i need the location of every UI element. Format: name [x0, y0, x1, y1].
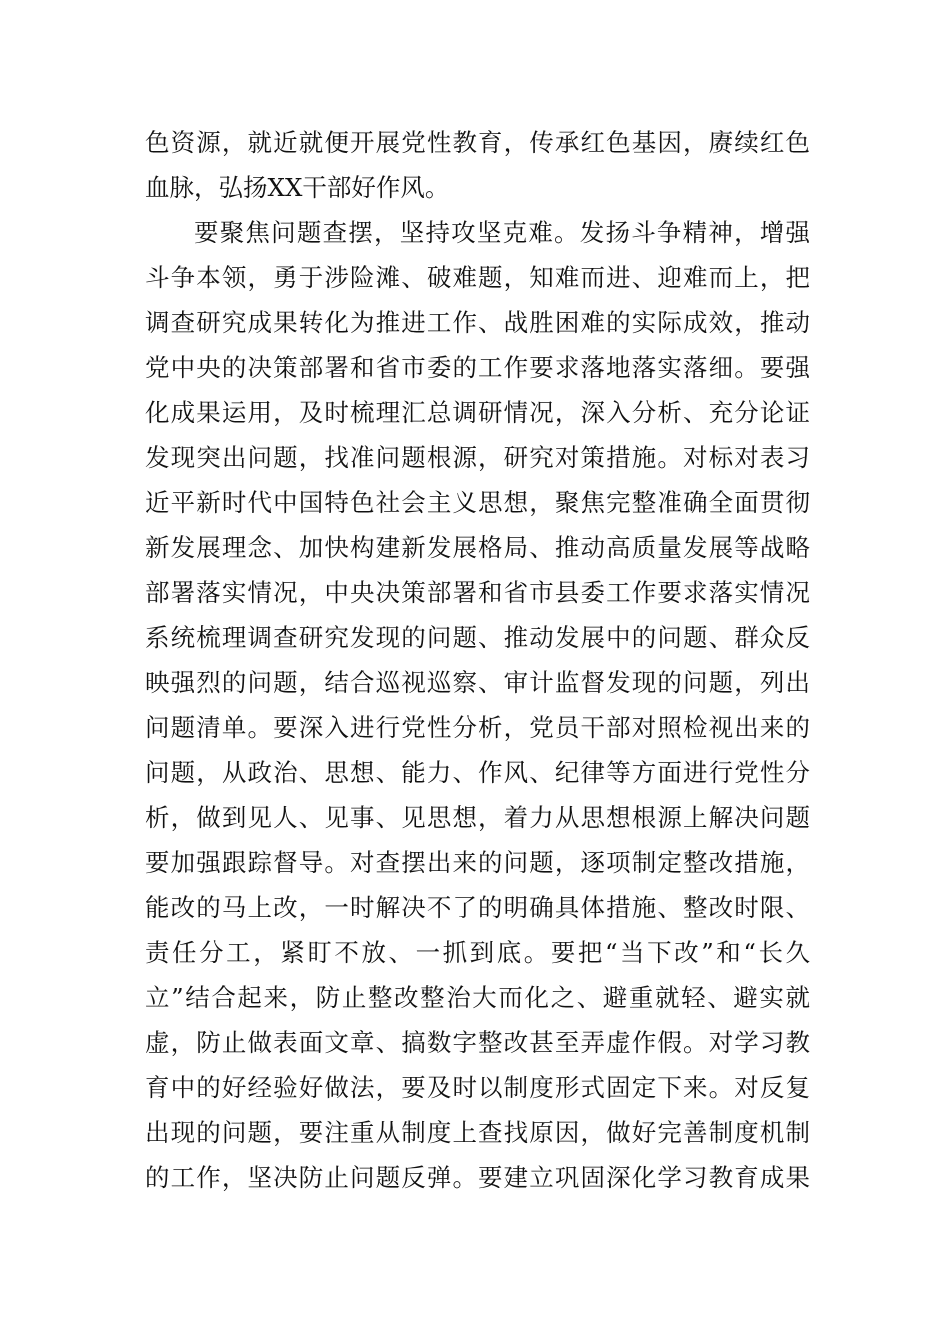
text-line: 近平新时代中国特色社会主义思想，聚焦完整准确全面贯彻 — [145, 488, 810, 517]
paragraph-2 — [145, 210, 810, 1200]
text-line: 育中的好经验好做法，要及时以制度形式固定下来。对反复 — [145, 1073, 810, 1102]
text-line: 虚，防止做表面文章、搞数字整改甚至弄虚作假。对学习教 — [145, 1028, 810, 1057]
text-line: 能改的马上改，一时解决不了的明确具体措施、整改时限、 — [145, 893, 810, 922]
text-line: 化成果运用，及时梳理汇总调研情况，深入分析、充分论证 — [145, 398, 810, 427]
text-line: 党中央的决策部署和省市委的工作要求落地落实落细。要强 — [145, 353, 810, 382]
text-line: 血脉，弘扬XX干部好作风。 — [145, 173, 450, 202]
text-line: 斗争本领，勇于涉险滩、破难题，知难而进、迎难而上，把 — [145, 263, 810, 292]
text-line: 要加强跟踪督导。对查摆出来的问题，逐项制定整改措施， — [145, 848, 810, 877]
text-line: 问题清单。要深入进行党性分析，党员干部对照检视出来的 — [145, 713, 810, 742]
text-line: 的工作，坚决防止问题反弹。要建立巩固深化学习教育成果 — [145, 1163, 810, 1192]
text-line: 系统梳理调查研究发现的问题、推动发展中的问题、群众反 — [145, 623, 810, 652]
text-line: 析，做到见人、见事、见思想，着力从思想根源上解决问题 — [145, 803, 810, 832]
paragraph-1 — [145, 120, 810, 210]
text-line: 立”结合起来，防止整改整治大而化之、避重就轻、避实就 — [145, 983, 810, 1012]
text-line: 调查研究成果转化为推进工作、战胜困难的实际成效，推动 — [145, 308, 810, 337]
text-line: 映强烈的问题，结合巡视巡察、审计监督发现的问题，列出 — [145, 668, 810, 697]
text-line: 新发展理念、加快构建新发展格局、推动高质量发展等战略 — [145, 533, 810, 562]
text-line: 要聚焦问题查摆，坚持攻坚克难。发扬斗争精神，增强 — [194, 218, 810, 247]
text-line: 责任分工，紧盯不放、一抓到底。要把“当下改”和“长久 — [145, 938, 810, 967]
text-line: 问题，从政治、思想、能力、作风、纪律等方面进行党性分 — [145, 758, 810, 787]
text-line: 色资源，就近就便开展党性教育，传承红色基因，赓续红色 — [145, 128, 810, 157]
text-line: 发现突出问题，找准问题根源，研究对策措施。对标对表习 — [145, 443, 810, 472]
text-line: 出现的问题，要注重从制度上查找原因，做好完善制度机制 — [145, 1118, 810, 1147]
text-line: 部署落实情况，中央决策部署和省市县委工作要求落实情况 — [145, 578, 810, 607]
body-text — [145, 120, 810, 1200]
